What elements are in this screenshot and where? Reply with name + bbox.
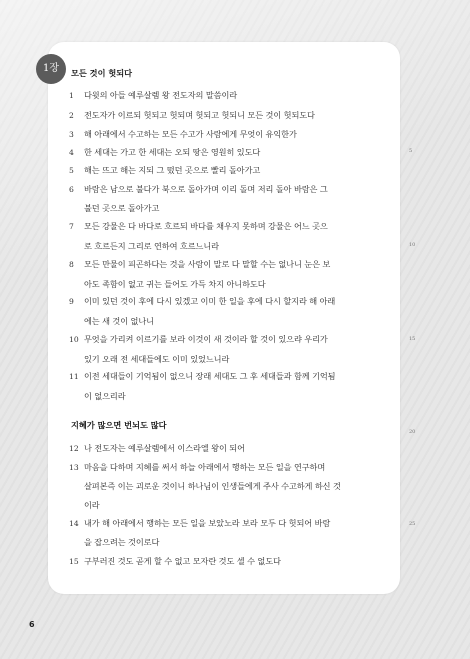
verse-number: 10 xyxy=(69,335,79,344)
verse-number: 2 xyxy=(69,111,74,120)
verse-text-line: 해 아래에서 수고하는 모든 수고가 사람에게 무엇이 유익한가 xyxy=(84,129,297,139)
verse-text-line: 살펴본즉 이는 괴로운 것이니 하나님이 인생들에게 주사 수고하게 하신 것 xyxy=(84,481,341,491)
line-marker: 5 xyxy=(409,148,413,154)
verse-text-line: 마음을 다하며 지혜를 써서 하늘 아래에서 행하는 모든 일을 연구하며 xyxy=(84,462,326,472)
verse-number: 12 xyxy=(69,444,79,453)
verse-text-line: 한 세대는 가고 한 세대는 오되 땅은 영원히 있도다 xyxy=(84,147,261,157)
verse-text-line: 불던 곳으로 돌아가고 xyxy=(84,203,160,213)
line-marker: 15 xyxy=(409,336,416,342)
line-marker: 10 xyxy=(409,242,416,248)
verse-text-line: 구부러진 것도 곧게 할 수 없고 모자란 것도 셀 수 없도다 xyxy=(84,556,281,566)
verse-text-line: 무엇을 가리켜 이르기를 보라 이것이 새 것이라 할 것이 있으랴 우리가 xyxy=(84,334,328,344)
verse-number: 3 xyxy=(69,130,74,139)
line-marker: 25 xyxy=(409,521,416,527)
section-title: 지혜가 많으면 번뇌도 많다 xyxy=(71,420,167,430)
verse-text-line: 다윗의 아들 예루살렘 왕 전도자의 말씀이라 xyxy=(84,90,238,100)
line-marker: 20 xyxy=(409,429,416,435)
verse-text-line: 모든 강물은 다 바다로 흐르되 바다를 채우지 못하며 강물은 어느 곳으 xyxy=(84,221,328,231)
verse-text-line: 이라 xyxy=(84,500,100,510)
verse-number: 5 xyxy=(69,166,74,175)
chapter-title: 모든 것이 헛되다 xyxy=(71,68,133,78)
verse-text-line: 있기 오래 전 세대들에도 이미 있었느니라 xyxy=(84,354,230,364)
verse-text-line: 로 흐르든지 그리로 연하여 흐르느니라 xyxy=(84,241,219,251)
verse-number: 15 xyxy=(69,557,79,566)
verse-text-line: 내가 해 아래에서 행하는 모든 일을 보았노라 보라 모두 다 헛되어 바람 xyxy=(84,518,331,528)
verse-text-line: 모든 만물이 피곤하다는 것을 사람이 말로 다 말할 수는 없나니 눈은 보 xyxy=(84,259,331,269)
verse-number: 14 xyxy=(69,519,79,528)
verse-text-line: 아도 족함이 없고 귀는 들어도 가득 차지 아니하도다 xyxy=(84,279,266,289)
verse-text-line: 이 없으리라 xyxy=(84,391,126,401)
verse-text-line: 이미 있던 것이 후에 다시 있겠고 이미 한 일을 후에 다시 할지라 해 아래 xyxy=(84,296,336,306)
verse-text-line: 을 잡으려는 것이로다 xyxy=(84,537,160,547)
verse-number: 1 xyxy=(69,91,74,100)
verse-text-line: 전도자가 이르되 헛되고 헛되며 헛되고 헛되니 모든 것이 헛되도다 xyxy=(84,110,315,120)
verse-number: 7 xyxy=(69,222,74,231)
page-number: 6 xyxy=(29,620,35,629)
verse-text-line: 바람은 남으로 불다가 북으로 돌아가며 이리 돌며 저리 돌아 바람은 그 xyxy=(84,184,328,194)
verse-number: 13 xyxy=(69,463,79,472)
verse-text-line: 나 전도자는 예루살렘에서 이스라엘 왕이 되어 xyxy=(84,443,245,453)
verse-text-line: 해는 뜨고 해는 지되 그 떴던 곳으로 빨리 돌아가고 xyxy=(84,165,261,175)
verse-number: 6 xyxy=(69,185,74,194)
verse-text-line: 에는 새 것이 없나니 xyxy=(84,316,154,326)
verse-number: 4 xyxy=(69,148,74,157)
chapter-badge: 1장 xyxy=(36,54,66,84)
verse-number: 11 xyxy=(69,372,79,381)
verse-number: 8 xyxy=(69,260,74,269)
verse-text-line: 이전 세대들이 기억됨이 없으니 장래 세대도 그 후 세대들과 함께 기억됨 xyxy=(84,371,336,381)
verse-number: 9 xyxy=(69,297,74,306)
